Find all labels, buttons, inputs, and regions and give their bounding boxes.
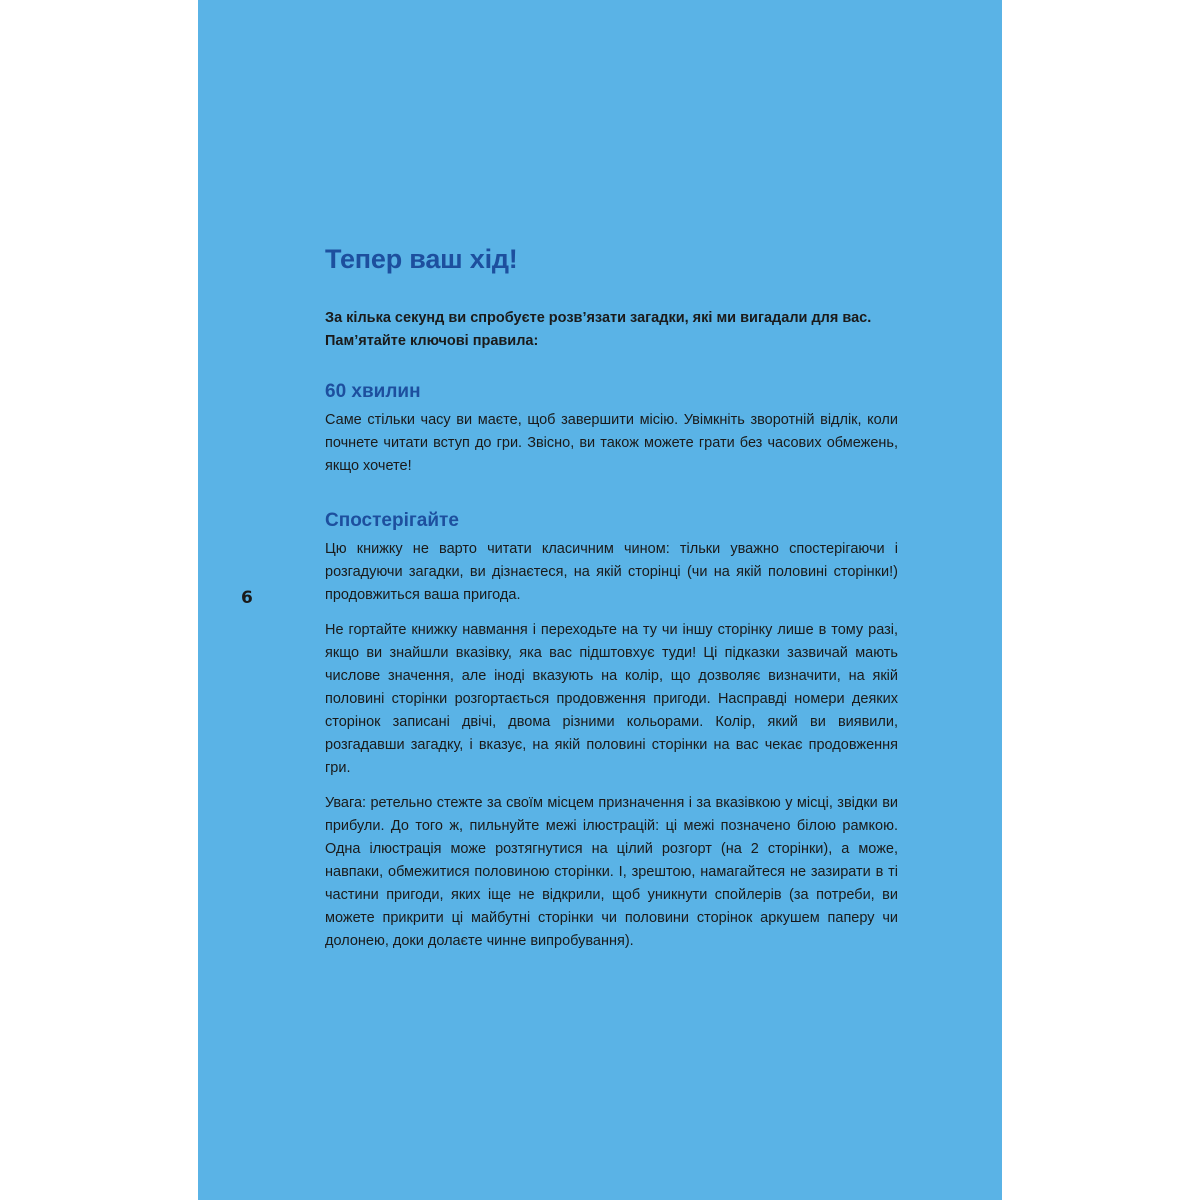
section-heading: 60 хвилин [325, 381, 421, 402]
section-60-minutes [325, 380, 898, 478]
page-title: Тепер ваш хід! [325, 244, 518, 274]
section-heading: Спостерігайте [325, 510, 459, 531]
page-content [325, 236, 898, 953]
section-paragraph: Саме стільки часу ви маєте, щоб завершити місію. Увімкніть зворотній відлік, коли почнете читати вступ до гри. Звісно, ви також можете грати без часових обмежень, якщо хочете! [325, 412, 898, 474]
section-paragraph: Цю книжку не варто читати класичним чином: тільки уважно спостерігаючи і розгадуючи загадки, ви дізнаєтеся, на якій сторінці (чи на якій половині сторінки!) продовжиться ваша пригода. [325, 541, 898, 603]
section-paragraph: Не гортайте книжку навмання і переходьте на ту чи іншу сторінку лише в тому разі, якщо ви знайшли вказівку, яка вас підштовхує туди! Ці підказки зазвичай мають числове значення, але іноді вказують на колір, що дозволяє визначити, на якій половині сторінки розгортається продовження пригоди. Насправді номери деяких сторінок записані двічі, двома різними кольорами. Колір, який ви виявили, розгадавши загадку, і вказує, на якій половині сторінки на вас чекає продовження гри. [325, 622, 898, 776]
section-observe [325, 509, 898, 953]
page-number: 6 [241, 588, 253, 608]
intro-text: За кілька секунд ви спробуєте розв’язати загадки, які ми вигадали для вас. Пам’ятайте ключові правила: [325, 310, 872, 349]
book-page [198, 0, 1002, 1200]
section-paragraph: Увага: ретельно стежте за своїм місцем призначення і за вказівкою у місці, звідки ви прибули. До того ж, пильнуйте межі ілюстрацій: ці межі позначено білою рамкою. Одна ілюстрація може розтягнутися на цілий розгорт (на 2 сторінки), а може, навпаки, обмежитися половиною сторінки. І, зрештою, намагайтеся не зазирати в ті частини пригоди, яких іще не відкрили, щоб уникнути спойлерів (за потреби, ви можете прикрити ці майбутні сторінки чи половини сторінок аркушем паперу чи долонею, доки долаєте чинне випробування). [325, 795, 898, 949]
